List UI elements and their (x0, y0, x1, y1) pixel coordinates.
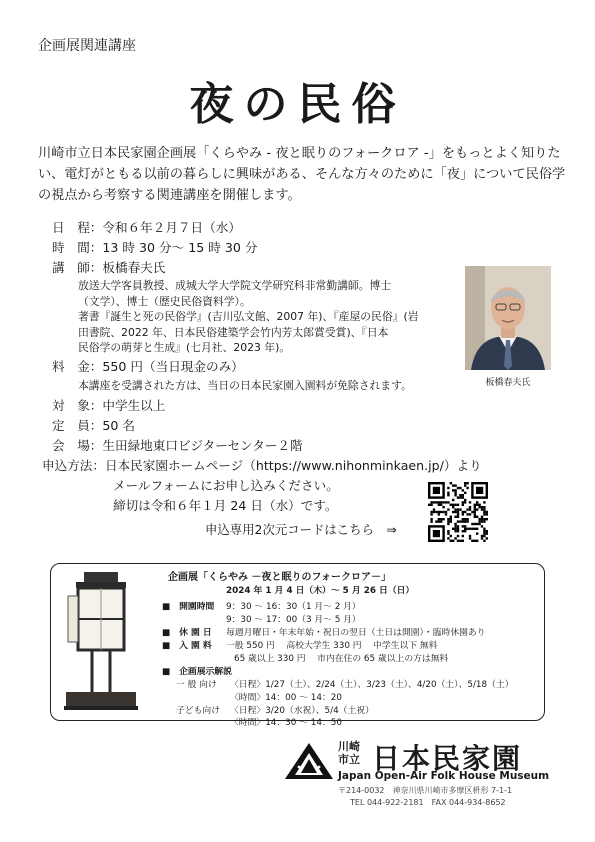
museum-city (338, 740, 360, 766)
kids-time: 〈時間〉14：30 ～ 14：50 (230, 718, 342, 728)
closed-value: 毎週月曜日・年末年始・祝日の翌日（土日は開園）・臨時休園あり (226, 628, 486, 638)
kicker-text: 企画展関連講座 (38, 38, 136, 54)
fee-row (52, 357, 244, 376)
target-value: 中学生以上 (102, 398, 166, 413)
date-row (52, 218, 241, 237)
museum-address: 〒214-0032 神奈川県川崎市多摩区枡形 7-1-1 (338, 786, 513, 795)
kids-label: 子ども向け (176, 706, 220, 716)
capacity-row (52, 416, 135, 435)
time-label: 時 間： (52, 240, 103, 255)
museum-contact: TEL 044-922-2181 FAX 044-934-8652 (350, 798, 506, 807)
capacity-value: 50 名 (102, 418, 135, 433)
bio-line: 民俗学の萌芽と生成』(七月社、2023 年)。 (78, 341, 291, 354)
qr-code[interactable] (428, 482, 488, 542)
apply-line-1[interactable]: 日本民家園ホームページ（https://www.nihonminkaen.jp/）より (104, 458, 482, 473)
lantern-illustration (62, 572, 140, 712)
page-title: 夜の民俗 (189, 79, 406, 130)
fee-note: 本講座を受講された方は、当日の日本民家園入園料が免除されます。 (78, 379, 412, 392)
hours-label-text: 開園時間 (179, 602, 215, 612)
target-row (52, 396, 165, 415)
exhibit-period: 2024 年 1 月 4 日（木）～ 5 月 26 日（日） (226, 586, 415, 596)
apply-row (42, 456, 482, 475)
hours-label: ■ 開園時間 (162, 602, 215, 612)
bio-line: 田書院、2022 年、日本民俗建築学会竹内芳太郎賞受賞)、『日本 (78, 325, 389, 339)
museum-name: 日本民家園 (372, 742, 523, 775)
lecturer-row (52, 258, 165, 277)
bio-line: （文学）、博士（歴史民俗資料学）。 (78, 294, 251, 308)
date-label: 日 程： (52, 220, 103, 235)
qr-note: 申込専用2次元コードはこちら ⇒ (205, 522, 397, 537)
date-value: 令和６年２月７日（水） (102, 220, 241, 235)
capacity-label: 定 員： (52, 418, 103, 433)
museum-logo-icon (283, 741, 335, 781)
closed-label: ■ 休 園 日 (162, 628, 212, 638)
closed-label-text: 休 園 日 (179, 628, 212, 638)
admission-label-text: 入 園 料 (179, 641, 212, 651)
fee-label: 料 金： (52, 359, 103, 374)
talk-label-text: 企画展示解説 (179, 667, 232, 677)
lecturer-name: 板橋春夫氏 (102, 260, 166, 275)
talk-label: ■ 企画展示解説 (162, 667, 232, 677)
target-label: 対 象： (52, 398, 103, 413)
museum-english-name: Japan Open-Air Folk House Museum (338, 770, 550, 782)
venue-label: 会 場： (52, 438, 103, 453)
kids-dates: 〈日程〉3/20（水祝）、5/4（土祝） (230, 706, 374, 716)
bio-line: 著書『誕生と死の民俗学』(吉川弘文館、2007 年)、『産屋の民俗』(岩 (78, 310, 419, 323)
lecturer-label: 講 師： (52, 260, 103, 275)
time-row (52, 238, 257, 257)
intro-paragraph: 川崎市立日本民家園企画展「くらやみ - 夜と眠りのフォークロア -」をもっとよく知りたい、電灯がともる以前の暮らしに興味がある、そんな方々のために「夜」について民俗学の視点から考察する関連講座を開催します。 (38, 146, 566, 203)
general-label: 一 般 向け (176, 680, 217, 690)
admission-value-1: 一般 550 円 高校大学生 330 円 中学生以下 無料 (226, 641, 438, 651)
venue-row (52, 436, 303, 455)
museum-city-1: 川崎 (338, 740, 360, 753)
general-dates: 〈日程〉1/27（土）、2/24（土）、3/23（土）、4/20（土）、5/18（土） (230, 680, 514, 690)
time-value: 13 時 30 分～ 15 時 30 分 (102, 240, 258, 255)
apply-line-3: 締切は令和６年１月 24 日（水）です。 (113, 498, 338, 513)
bio-line: 放送大学客員教授、成城大学大学院文学研究科非常勤講師。博士 (78, 279, 392, 292)
exhibit-title: 企画展「くらやみ －夜と眠りのフォークロア－」 (168, 572, 391, 583)
fee-value: 550 円（当日現金のみ） (102, 359, 244, 374)
general-time: 〈時間〉14：00 ～ 14：20 (230, 693, 342, 703)
photo-caption: 板橋春夫氏 (485, 378, 531, 388)
museum-city-2: 市立 (338, 753, 360, 766)
hours-2: 9：30 ～ 17：00（3 月～ 5 月） (226, 615, 361, 625)
admission-label: ■ 入 園 料 (162, 641, 212, 651)
venue-value: 生田緑地東口ビジターセンター２階 (102, 438, 303, 453)
lecturer-photo (465, 266, 551, 370)
admission-value-2: 65 歳以上 330 円 市内在住の 65 歳以上の方は無料 (234, 654, 449, 664)
hours-1: 9：30 ～ 16：30（1 月～ 2 月） (226, 602, 361, 612)
apply-label: 申込方法： (42, 458, 105, 473)
lecturer-bio (78, 278, 458, 356)
apply-line-2: メールフォームにお申し込みください。 (113, 478, 339, 493)
